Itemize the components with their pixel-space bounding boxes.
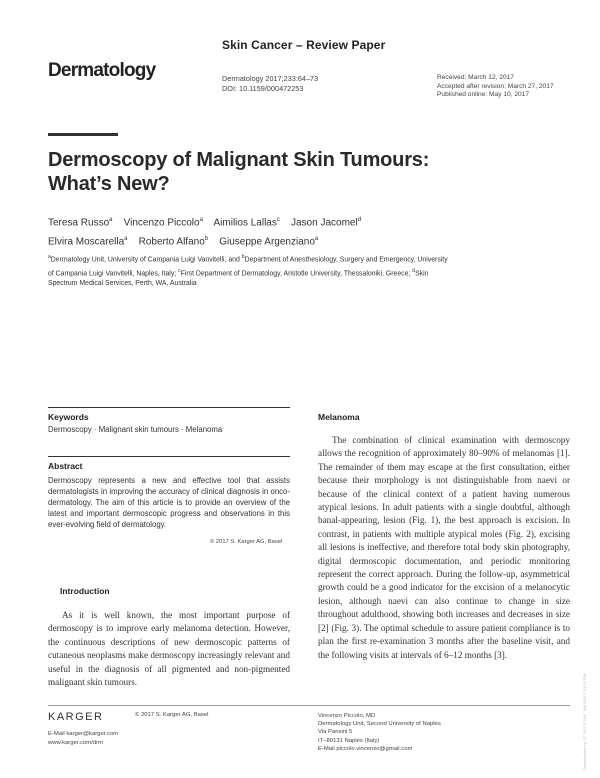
melanoma-heading: Melanoma bbox=[318, 412, 360, 422]
author-sup: a bbox=[314, 236, 319, 243]
keywords-rule bbox=[48, 407, 290, 408]
author-line-2 bbox=[48, 231, 568, 250]
affil-text: Department of Anesthesiology, Surgery and Emergency, University of Campania Luigi Vanvitelli, Naples, Italy; bbox=[48, 256, 448, 277]
publisher-logo: KARGER bbox=[48, 711, 104, 723]
abstract-copyright: © 2017 S. Karger AG, Basel bbox=[210, 539, 283, 545]
footer-rule bbox=[48, 705, 570, 706]
author-sup: c bbox=[276, 217, 280, 223]
date-accepted: Accepted after revision: March 27, 2017 bbox=[437, 82, 554, 90]
affil-sup: d bbox=[412, 267, 416, 274]
contact-name: Vincenzo Piccolo, MD bbox=[318, 713, 376, 719]
date-received: Received: March 12, 2017 bbox=[437, 74, 514, 81]
title-rule bbox=[48, 133, 118, 136]
affil-sup: c bbox=[178, 267, 181, 274]
author-sup: a bbox=[199, 217, 203, 223]
keywords-heading: Keywords bbox=[48, 412, 89, 422]
publisher-website[interactable]: www.karger.com/drm bbox=[48, 739, 103, 746]
section-label: Skin Cancer – Review Paper bbox=[222, 38, 386, 52]
affil-sup: a bbox=[48, 254, 51, 260]
title-line-1: Dermoscopy of Malignant Skin Tumours: bbox=[48, 149, 430, 171]
contact-unit: Dermatology Unit, Second University of Naples bbox=[318, 721, 441, 728]
contact-city: IT–80131 Naples (Italy) bbox=[318, 737, 380, 744]
contact-street: Via Pansini 5 bbox=[318, 729, 353, 736]
citation-volume: Dermatology 2017;233:64–73 bbox=[222, 74, 319, 83]
affil-sup: b bbox=[241, 254, 245, 260]
author: Elvira Moscarella bbox=[48, 236, 125, 248]
author: Teresa Russo bbox=[48, 217, 110, 229]
author-sup: d bbox=[357, 217, 362, 223]
correspondence-address bbox=[318, 712, 441, 753]
author: Jason Jacomel bbox=[290, 217, 358, 229]
abstract-text: Dermoscopy represents a new and effective tool that assists dermatologists in improving the accuracy of clinical diagnosis in onco-dermatology. The aim of this article is to provide an overview of the latest and important dermoscopic progress and observations in this ever-evolving field of dermatology. bbox=[48, 476, 290, 529]
footer-contact-publisher bbox=[48, 730, 118, 747]
dates-block bbox=[437, 74, 554, 100]
melanoma-paragraph: The combination of clinical examination with dermoscopy allows the recognition of approximately 80–90% of melanomas [1]. The remainder of them may escape at the first consultation, either because their morphology is not distinguishable from naevi or because of the clinical context of a patient having numerous atypical lesions. In adult patients with a single doubtful, although banal-appearing, lesion (Fig. 1), the best approach is excision. In contrast, in patients with multiple atypical moles (Fig. 2), excising all lesions is ineffective, and therefore total body skin photography, digital dermoscopic documentation, and periodic monitoring represent the correct approach. During the follow-up, asymmetrical growth could be a good indicator for the excision of a melanocytic lesion, although naevi can also continue to change in size throughout adulthood, showing both increases and decreases in size [2] (Fig. 3). The optimal schedule to assure patient compliance is to plan the first re-examination 3 months after the baseline visit, and the following visits at intervals of 6–12 months [3]. bbox=[318, 435, 570, 660]
introduction-heading: Introduction bbox=[60, 586, 110, 596]
author-sup: a bbox=[124, 236, 128, 243]
introduction-paragraph: As it is well known, the most important purpose of dermoscopy is to improve early melanoma detection. However, the continuous descriptions of new dermoscopic patterns of cutaneous neoplasms make dermoscopy increasingly relevant and useful in the diagnosis of all pigmented and non-pigmented malignant skin tumours. bbox=[48, 610, 290, 688]
date-published: Published online: May 10, 2017 bbox=[437, 91, 530, 98]
author: Roberto Alfano bbox=[138, 236, 205, 248]
introduction-text bbox=[48, 609, 290, 689]
citation-doi[interactable]: DOI: 10.1159/000472253 bbox=[222, 84, 304, 93]
publisher-email[interactable]: E-Mail karger@karger.com bbox=[48, 731, 119, 737]
contact-email[interactable]: E-Mail piccolo.vincenzo@gmail.com bbox=[318, 745, 413, 752]
keywords-text: Dermoscopy · Malignant skin tumours · Melanoma bbox=[48, 425, 223, 434]
download-stamp bbox=[582, 673, 590, 770]
article-title bbox=[48, 148, 548, 196]
footer-copyright: © 2017 S. Karger AG, Basel bbox=[135, 712, 209, 718]
abstract-rule bbox=[48, 456, 290, 457]
title-line-2: What’s New? bbox=[48, 173, 170, 195]
journal-logo: Dermatology bbox=[48, 60, 156, 81]
author-sup: a bbox=[109, 217, 113, 223]
affil-text: Dermatology Unit, University of Campania Luigi Vanvitelli, and bbox=[50, 256, 242, 264]
author-list bbox=[48, 212, 568, 251]
citation-block bbox=[222, 74, 318, 94]
author: Giuseppe Argenziano bbox=[219, 236, 315, 248]
melanoma-text bbox=[318, 434, 570, 662]
author: Aimilios Lallas bbox=[213, 217, 277, 229]
download-stamp-text: Downloaded by: 27.76.172.164 - 4/8/2019 7:51:52 PM bbox=[582, 673, 587, 770]
author: Vincenzo Piccolo bbox=[123, 217, 200, 229]
author-line-1 bbox=[48, 212, 568, 231]
author-sup: b bbox=[204, 236, 209, 243]
abstract-heading: Abstract bbox=[48, 461, 83, 471]
affiliations bbox=[48, 252, 448, 290]
affil-text: Skin Spectrum Medical Services, Perth, WA, Australia bbox=[48, 270, 429, 288]
affil-text: First Department of Dermatology, Aristotle University, Thessaloniki, Greece; bbox=[180, 270, 413, 277]
